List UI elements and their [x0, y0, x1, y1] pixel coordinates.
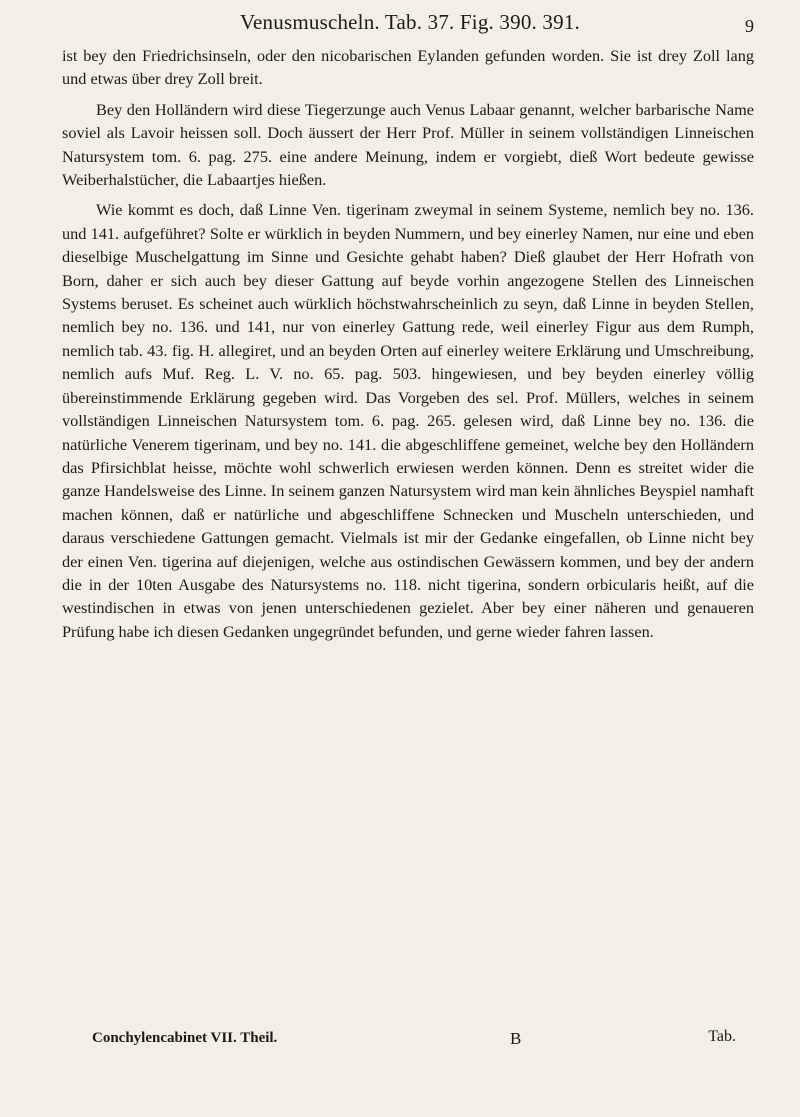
signature-mark: B	[510, 1029, 522, 1048]
paragraph-1: ist bey den Friedrichsinseln, oder den nicobarischen Eylanden gefunden worden. Sie ist drey Zoll lang und etwas über drey Zoll breit.	[62, 46, 754, 89]
volume-signature: Conchylencabinet VII. Theil.	[92, 1030, 278, 1046]
page-footer	[92, 1030, 760, 1056]
catchword: Tab.	[708, 1028, 736, 1045]
body-text	[62, 44, 754, 643]
running-title: Venusmuscheln. Tab. 37. Fig. 390. 391.	[240, 10, 580, 34]
paragraph-2: Bey den Holländern wird diese Tiegerzunge auch Venus Labaar genannt, welcher barbarische Name soviel als Lavoir heissen soll. Doch äussert der Herr Prof. Müller in seinem vollständigen Linneischen Natursystem tom. 6. pag. 275. eine andere Meinung, indem er vorgiebt, dieß Wort bedeute gewisse Weiberhalstücher, die Labaartjes hießen.	[62, 99, 754, 190]
page-header	[60, 6, 760, 40]
paragraph-3: Wie kommt es doch, daß Linne Ven. tigerinam zweymal in seinem Systeme, nemlich bey no. 136. und 141. aufgeführet? Solte er würklich in beyden Nummern, und bey einerley Namen, nur eine und eben dieselbige Muschelgattung im Sinne und Gesichte gehabt haben? Dieß glaubet der Herr Hofrath von Born, daher er sich auch bey dieser Gattung auf beyde vorhin angezogene Stellen des Linneischen Systems beruset. Es scheinet auch würklich höchstwahrscheinlich zu seyn, daß Linne in beyden Stellen, nemlich bey no. 136. und 141, nur von einerley Gattung rede, weil einerley Figur aus dem Rumph, nemlich tab. 43. fig. H. allegiret, und an beyden Orten auf einerley weitere Erklärung und Umschreibung, nemlich aufs Muf. Reg. L. V. no. 65. pag. 503. hingewiesen, und bey beyden einerley völlig übereinstimmende Erklärung gegeben wird. Das Vorgeben des sel. Prof. Müllers, welches in seinem vollständigen Linneischen Natursystem tom. 6. pag. 265. gelesen wird, daß Linne bey no. 136. die natürliche Venerem tigerinam, und bey no. 141. die abgeschliffene gemeinet, welche bey den Holländern das Pfirsichblat heisse, möchte wohl schwerlich erwiesen werden können. Denn es streitet wider die ganze Handelsweise des Linne. In seinem ganzen Natursystem wird man kein ähnliches Beyspiel namhaft machen können, daß er natürliche und abgeschliffene Schnecken und Muscheln unterschieden, und daraus verschiedene Gattungen gemacht. Vielmals ist mir der Gedanke eingefallen, ob Linne nicht bey der einen Ven. tigerina auf diejenigen, welche aus ostindischen Gewässern kommen, und bey der andern die in der 10ten Ausgabe des Natursystems no. 118. nicht tigerina, sondern orbicularis heißt, auf die westindischen in etwas von jenen unterschiedenen gezielet. Aber bey einer näheren und genaueren Prüfung habe ich diesen Gedanken ungegründet befunden, und gerne wieder fahren lassen.	[62, 200, 754, 641]
page-number: 9	[745, 16, 754, 36]
